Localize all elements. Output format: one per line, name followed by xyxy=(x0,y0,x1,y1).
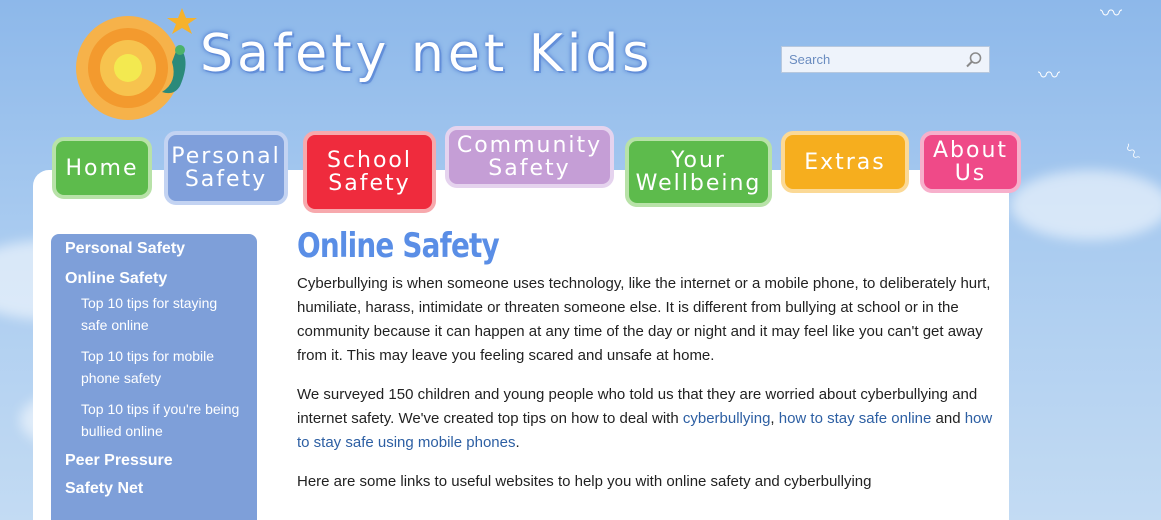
nav-community-safety[interactable] xyxy=(445,126,614,188)
nav-your-wellbeing[interactable] xyxy=(625,137,772,207)
nav-home[interactable] xyxy=(52,137,152,199)
cloud xyxy=(1010,170,1161,240)
article-paragraph: Cyberbullying is when someone uses technology, like the internet or a mobile phone, to deliberately hurt, humiliate, harass, intimidate or threaten someone else. It is different from bullying at school or in the community because it can happen at any time of the day or night and it may feel like you can't get away from it. This may leave you feeling scared and unsafe at home. xyxy=(297,275,991,364)
sidebar-item-personal-safety[interactable]: Personal Safety xyxy=(65,240,186,257)
bird-icon: 〰 xyxy=(1117,139,1146,167)
bird-icon: 〰 xyxy=(1100,2,1123,27)
sidebar-subitem-staying-safe-online[interactable]: Top 10 tips for staying safe online xyxy=(81,295,218,333)
sidebar-item-online-safety[interactable]: Online Safety xyxy=(65,270,168,287)
search-box xyxy=(781,46,990,73)
article-paragraph: We surveyed 150 children and young people who told us that they are worried about cyberbullying and internet safety. We've created top tips on how to deal with cyberbullying, how to stay safe online and how to stay safe using mobile phones. xyxy=(297,386,993,451)
nav-label: School Safety xyxy=(326,148,413,196)
sidebar xyxy=(51,234,257,520)
sidebar-subitem-mobile-phone-safety[interactable]: Top 10 tips for mobile phone safety xyxy=(81,348,215,386)
nav-extras-label: Extras xyxy=(804,149,886,175)
link-stay-safe-online[interactable]: how to stay safe online xyxy=(778,410,932,427)
nav-label: Community Safety xyxy=(456,133,603,181)
nav-label: Your Wellbeing xyxy=(635,148,762,196)
nav-label: About Us xyxy=(932,138,1009,186)
site-logo-icon[interactable] xyxy=(58,6,208,146)
nav-school-safety[interactable] xyxy=(303,131,436,213)
page-title: Online Safety xyxy=(297,226,499,266)
sidebar-item-peer-pressure[interactable]: Peer Pressure xyxy=(65,452,173,469)
sidebar-subitem-bullied-online[interactable]: Top 10 tips if you're being bullied online xyxy=(81,401,240,439)
nav-extras[interactable] xyxy=(781,131,909,193)
nav-personal-safety[interactable] xyxy=(164,131,288,205)
nav-label: Personal Safety xyxy=(171,144,281,192)
bird-icon: 〰 xyxy=(1038,64,1061,89)
site-title[interactable]: Safety net Kids xyxy=(200,24,654,84)
sidebar-item-safety-net[interactable]: Safety Net xyxy=(65,480,144,497)
search-icon[interactable] xyxy=(965,51,983,69)
nav-home-label: Home xyxy=(65,155,139,181)
search-input[interactable] xyxy=(782,52,962,67)
nav-about-us[interactable] xyxy=(920,131,1021,193)
link-mobile-phones[interactable]: how to stay safe using mobile phones xyxy=(297,410,993,451)
article xyxy=(297,224,997,509)
article-paragraph: Here are some links to useful websites to help you with online safety and cyberbullying xyxy=(297,473,872,490)
link-cyberbullying[interactable]: cyberbullying xyxy=(682,410,771,427)
